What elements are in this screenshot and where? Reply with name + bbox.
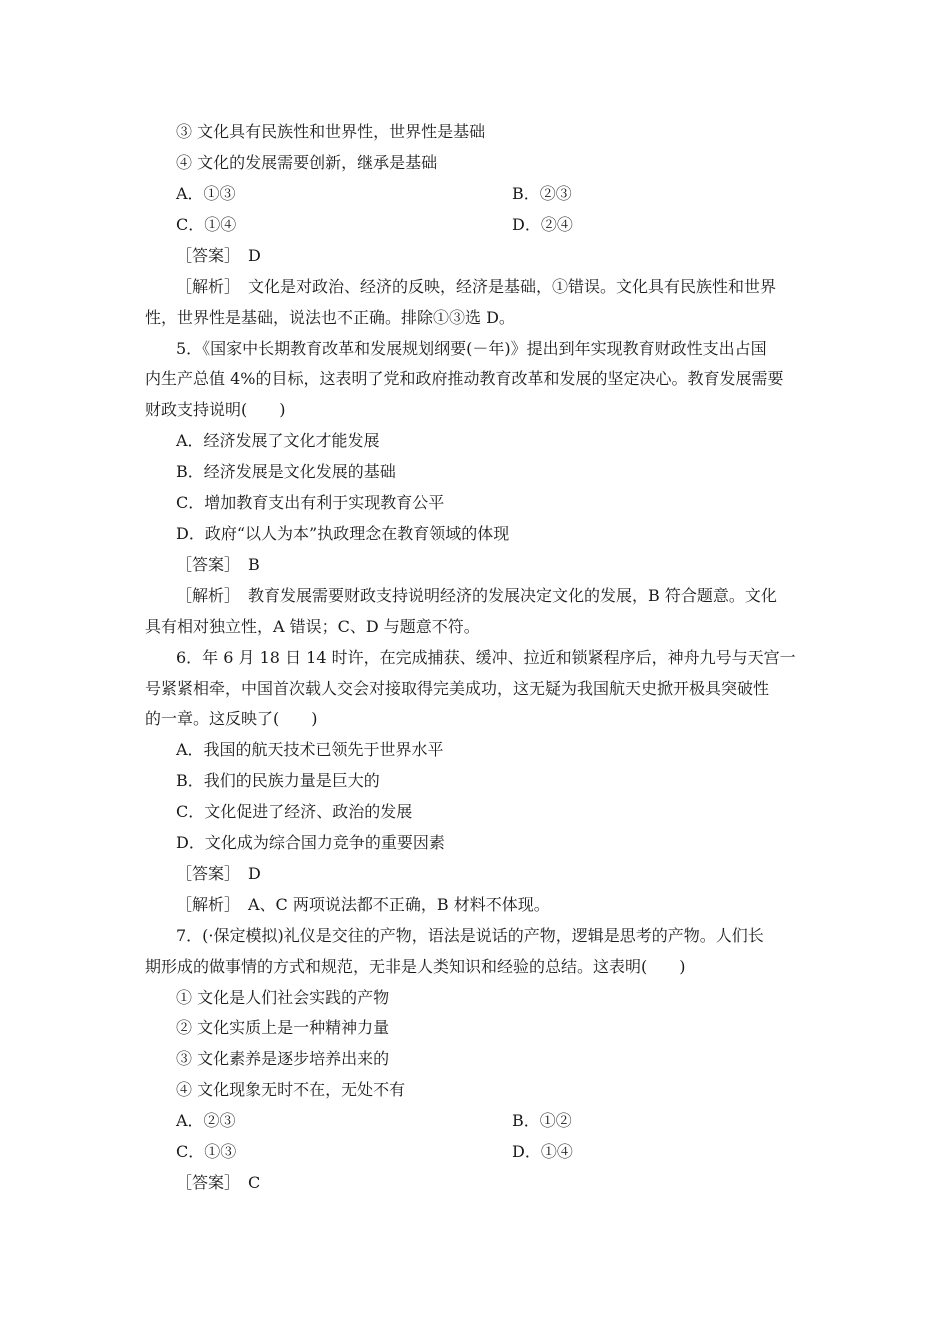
- q4-option-a: A．①③: [176, 184, 236, 203]
- q4-option-d: D．②④: [512, 215, 573, 234]
- q4-option-c: C．①④: [176, 215, 237, 234]
- q4-answer: ［答案］ D: [176, 246, 261, 265]
- q6-option-b: B．我们的民族力量是巨大的: [176, 771, 380, 790]
- q5-option-d: D．政府“以人为本”执政理念在教育领域的体现: [176, 524, 510, 543]
- q5-option-a: A．经济发展了文化才能发展: [176, 431, 380, 450]
- q5-option-c: C．增加教育支出有利于实现教育公平: [176, 493, 445, 512]
- q7-statement-3: ③ 文化素养是逐步培养出来的: [176, 1049, 390, 1068]
- q5-stem-line-1: 5．《国家中长期教育改革和发展规划纲要(－年)》提出到年实现教育财政性支出占国: [176, 339, 767, 358]
- q6-option-a: A．我国的航天技术已领先于世界水平: [176, 740, 444, 759]
- q5-stem-line-2: 内生产总值 4%的目标，这表明了党和政府推动教育改革和发展的坚定决心。教育发展需要: [145, 369, 784, 388]
- q4-statement-4: ④ 文化的发展需要创新，继承是基础: [176, 153, 438, 172]
- q4-option-b: B．②③: [512, 184, 572, 203]
- q6-option-c: C．文化促进了经济、政治的发展: [176, 802, 413, 821]
- q6-answer: ［答案］ D: [176, 864, 261, 883]
- q7-statement-1: ① 文化是人们社会实践的产物: [176, 988, 390, 1007]
- q6-option-d: D．文化成为综合国力竞争的重要因素: [176, 833, 445, 852]
- q6-stem-line-2: 号紧紧相牵，中国首次载人交会对接取得完美成功，这无疑为我国航天史掀开极具突破性: [145, 679, 770, 698]
- q7-statement-2: ② 文化实质上是一种精神力量: [176, 1018, 390, 1037]
- q5-answer: ［答案］ B: [176, 555, 260, 574]
- q4-analysis-line-1: ［解析］ 文化是对政治、经济的反映，经济是基础，①错误。文化具有民族性和世界: [176, 277, 777, 296]
- q4-analysis-line-2: 性，世界性是基础，说法也不正确。排除①③选 D。: [145, 308, 515, 327]
- q5-analysis-line-1: ［解析］ 教育发展需要财政支持说明经济的发展决定文化的发展，B 符合题意。文化: [176, 586, 777, 605]
- q7-stem-line-1: 7．(·保定模拟)礼仪是交往的产物，语法是说话的产物，逻辑是思考的产物。人们长: [176, 926, 764, 945]
- q6-analysis-line-1: ［解析］ A、C 两项说法都不正确，B 材料不体现。: [176, 895, 550, 914]
- q6-stem-line-1: 6．年 6 月 18 日 14 时许，在完成捕获、缓冲、拉近和锁紧程序后，神舟九号与天宫一: [176, 648, 796, 667]
- q7-statement-4: ④ 文化现象无时不在，无处不有: [176, 1080, 406, 1099]
- q5-option-b: B．经济发展是文化发展的基础: [176, 462, 396, 481]
- q6-stem-line-3: 的一章。这反映了( ): [145, 709, 318, 728]
- q7-stem-line-2: 期形成的做事情的方式和规范，无非是人类知识和经验的总结。这表明( ): [145, 957, 686, 976]
- q5-stem-line-3: 财政支持说明( ): [145, 400, 286, 419]
- q5-analysis-line-2: 具有相对独立性，A 错误；C、D 与题意不符。: [145, 617, 480, 636]
- q7-option-b: B．①②: [512, 1111, 572, 1130]
- q4-statement-3: ③ 文化具有民族性和世界性，世界性是基础: [176, 122, 486, 141]
- q7-option-a: A．②③: [176, 1111, 236, 1130]
- q7-answer: ［答案］ C: [176, 1173, 261, 1192]
- q7-option-d: D．①④: [512, 1142, 573, 1161]
- q7-option-c: C．①③: [176, 1142, 237, 1161]
